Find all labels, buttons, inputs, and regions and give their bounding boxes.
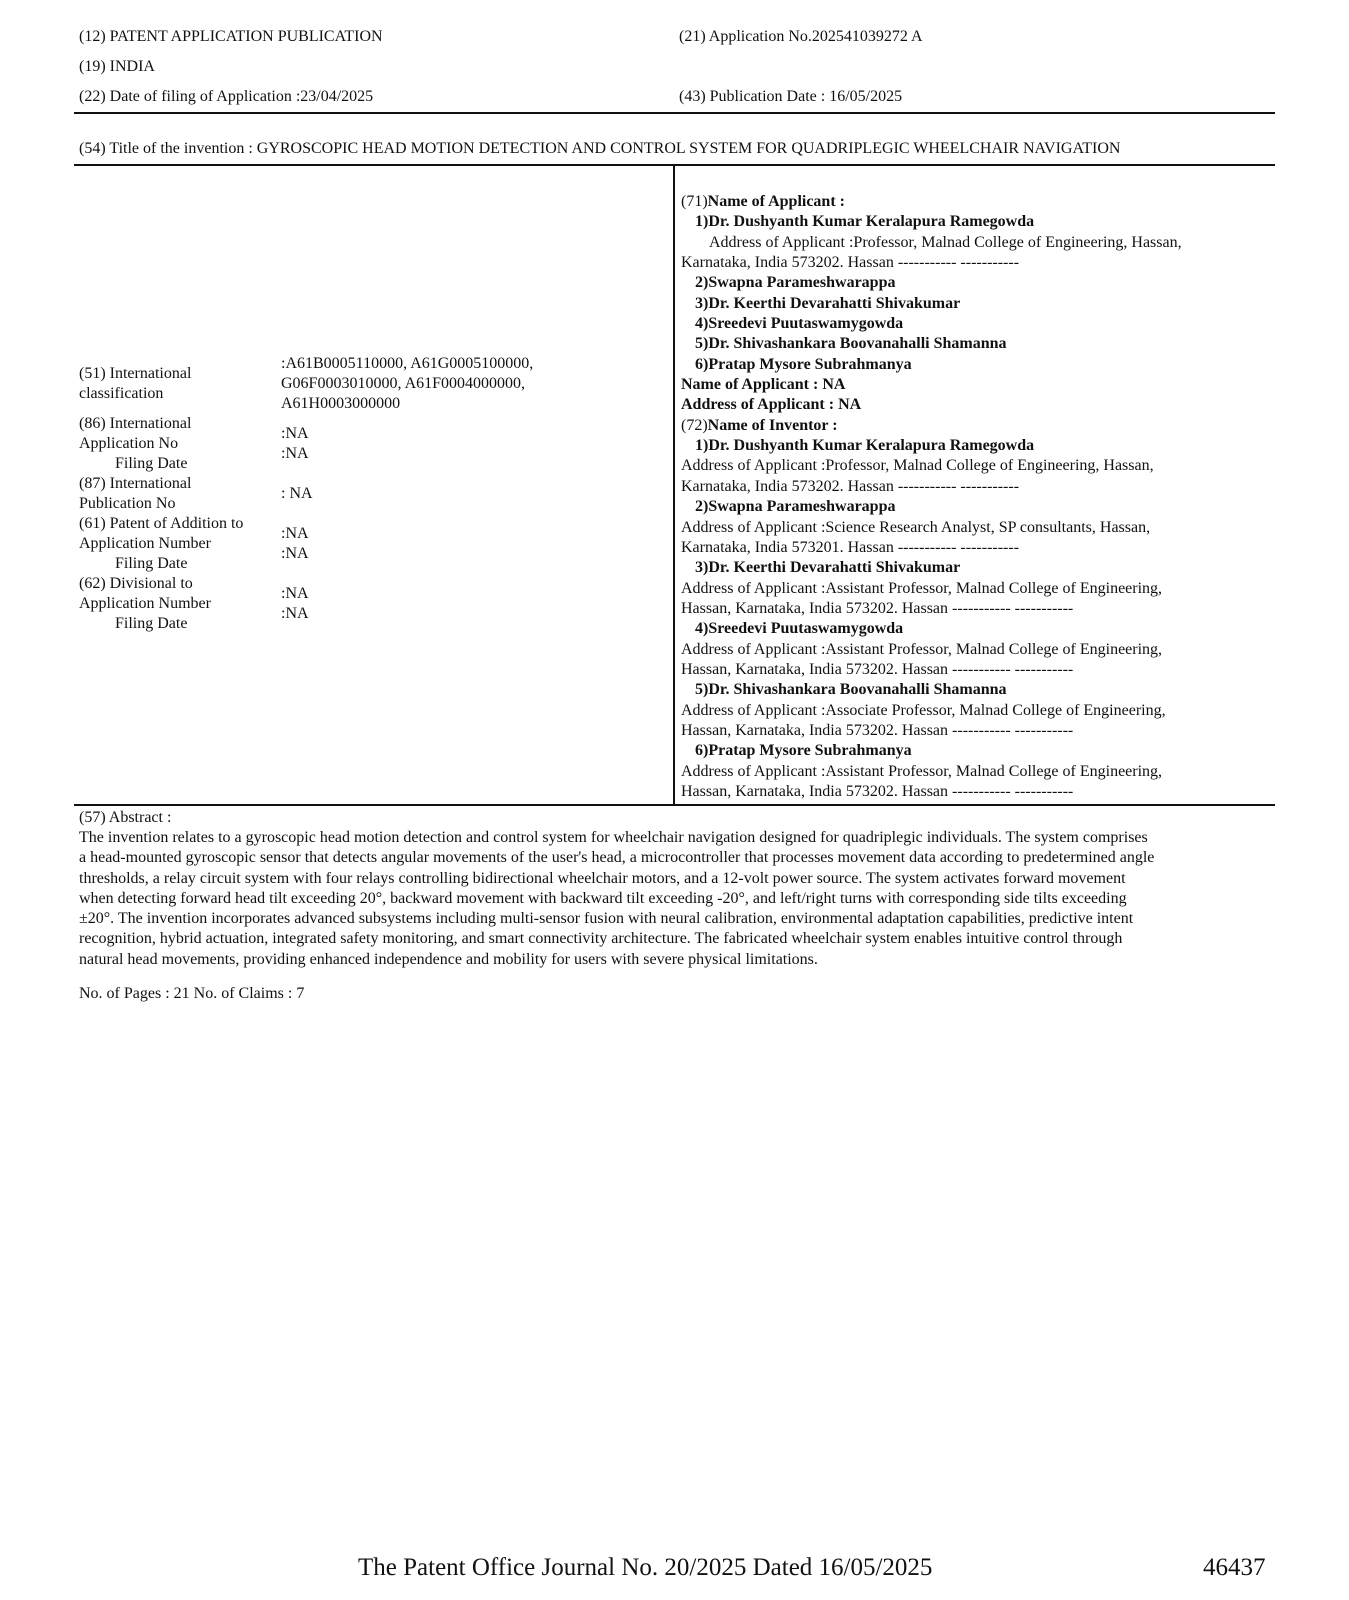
divider-top: [74, 112, 1275, 114]
invention-title: (54) Title of the invention : GYROSCOPIC HEAD MOTION DETECTION AND CONTROL SYSTEM FOR QUADRIPLEGIC WHEELCHAIR NAVIGATION: [79, 140, 1121, 157]
party-name-line: [681, 212, 1241, 232]
field-62-label: Filing Date: [115, 615, 188, 632]
party-name: 5)Dr. Shivashankara Boovanahalli Shamanna: [695, 335, 1007, 353]
field-86-label: Filing Date: [115, 455, 188, 472]
field-51-value: A61H0003000000: [281, 395, 401, 412]
address-text: Address of Applicant :Professor, Malnad College of Engineering, Hassan,: [681, 457, 1154, 475]
field-86-value: :NA: [281, 445, 309, 462]
field-61-value: :NA: [281, 525, 309, 542]
party-name-line: [681, 273, 1241, 293]
address-line: [681, 599, 1241, 619]
address-line: [681, 762, 1241, 782]
abstract-line: thresholds, a relay circuit system with four relays controlling bidirectional wheelchair motors, and a 12-volt power source. The system activates forward movement: [79, 869, 1126, 887]
party-name: 2)Swapna Parameshwarappa: [695, 498, 896, 516]
party-name-line: [681, 741, 1241, 761]
field-87-label: Publication No: [79, 495, 176, 512]
abstract-line: The invention relates to a gyroscopic head motion detection and control system for wheelchair navigation designed for quadriplegic individuals. The system comprises: [79, 829, 1148, 846]
field-86-label: Application No: [79, 435, 179, 452]
field-87-label: (87) International: [79, 475, 192, 492]
address-line: [681, 456, 1241, 476]
party-name: 1)Dr. Dushyanth Kumar Keralapura Ramegowda: [695, 213, 1035, 231]
address-line: [681, 640, 1241, 660]
field-62-value: :NA: [281, 585, 309, 602]
address-line: [681, 233, 1241, 253]
address-text: Address of Applicant :Assistant Professor, Malnad College of Engineering,: [681, 762, 1163, 780]
party-name: 4)Sreedevi Puutaswamygowda: [695, 620, 904, 638]
address-line: [681, 701, 1241, 721]
field-51-label: (51) International: [79, 365, 192, 382]
party-name-line: [681, 416, 1241, 436]
field-61-label: Filing Date: [115, 555, 188, 572]
party-name-line: [681, 680, 1241, 700]
party-name-line: [681, 558, 1241, 578]
country: (19) INDIA: [79, 58, 155, 75]
abstract-line: when detecting forward head tilt exceeding 20°, backward movement with backward tilt exceeding -20°, and left/right turns with corresponding side tilts exceeding: [79, 889, 1127, 907]
section-number: (71): [681, 193, 708, 210]
column-divider: [673, 165, 675, 804]
party-name-line: [681, 395, 1241, 415]
abstract-line: natural head movements, providing enhanced independence and mobility for users with severe physical limitations.: [79, 950, 818, 968]
party-name: 3)Dr. Keerthi Devarahatti Shivakumar: [695, 294, 961, 312]
abstract-line: recognition, hybrid actuation, integrated safety monitoring, and smart connectivity architecture. The fabricated wheelchair system enables intuitive control through: [79, 930, 1123, 948]
application-number: (21) Application No.202541039272 A: [679, 28, 923, 45]
field-86-value: :NA: [281, 425, 309, 442]
field-86-label: (86) International: [79, 415, 192, 432]
address-line: [681, 538, 1241, 558]
divider-abstract: [74, 804, 1275, 806]
field-62-label: (62) Divisional to: [79, 575, 193, 592]
party-name: Name of Applicant :: [707, 193, 845, 210]
field-51-value: G06F0003010000, A61F0004000000,: [281, 375, 526, 392]
section-number: (72): [681, 416, 708, 434]
party-name-line: [681, 436, 1241, 456]
party-name: 5)Dr. Shivashankara Boovanahalli Shamanna: [695, 681, 1007, 699]
party-name-line: [681, 314, 1241, 334]
address-line: [681, 477, 1241, 497]
address-text: Address of Applicant :Professor, Malnad College of Engineering, Hassan,: [709, 233, 1182, 251]
address-line: [681, 721, 1241, 741]
field-62-value: :NA: [281, 605, 309, 622]
party-name: 3)Dr. Keerthi Devarahatti Shivakumar: [695, 559, 961, 577]
field-61-label: Application Number: [79, 535, 211, 552]
party-name-line: [681, 192, 1241, 212]
party-name: 1)Dr. Dushyanth Kumar Keralapura Ramegowda: [695, 437, 1035, 455]
party-name: Name of Inventor :: [707, 416, 838, 434]
address-line: [681, 782, 1241, 802]
address-text: Karnataka, India 573202. Hassan ----------- -----------: [681, 254, 1020, 272]
field-62-label: Application Number: [79, 595, 211, 612]
address-text: Hassan, Karnataka, India 573202. Hassan ----------- -----------: [681, 599, 1074, 617]
party-name-line: [681, 375, 1241, 395]
field-61-value: :NA: [281, 545, 309, 562]
field-87-value: : NA: [281, 485, 313, 502]
party-name: Name of Applicant : NA: [681, 376, 846, 394]
abstract-body: [79, 828, 1269, 970]
party-name: 6)Pratap Mysore Subrahmanya: [695, 742, 912, 760]
address-text: Karnataka, India 573201. Hassan ----------- -----------: [681, 538, 1020, 556]
address-text: Karnataka, India 573202. Hassan ----------- -----------: [681, 477, 1020, 495]
party-name-line: [681, 355, 1241, 375]
address-text: Address of Applicant :Associate Professor, Malnad College of Engineering,: [681, 701, 1166, 719]
address-text: Address of Applicant :Science Research Analyst, SP consultants, Hassan,: [681, 518, 1151, 536]
field-51-value: :A61B0005110000, A61G0005100000,: [281, 355, 534, 372]
field-51-label: classification: [79, 385, 164, 402]
address-text: Hassan, Karnataka, India 573202. Hassan ----------- -----------: [681, 782, 1074, 800]
field-61-label: (61) Patent of Addition to: [79, 515, 244, 532]
party-name: 6)Pratap Mysore Subrahmanya: [695, 355, 912, 373]
party-name-line: [681, 294, 1241, 314]
address-line: [681, 660, 1241, 680]
party-name-line: [681, 497, 1241, 517]
filing-date: (22) Date of filing of Application :23/04/2025: [79, 88, 374, 105]
publication-type: (12) PATENT APPLICATION PUBLICATION: [79, 28, 383, 45]
address-text: Hassan, Karnataka, India 573202. Hassan ----------- -----------: [681, 660, 1074, 678]
address-line: [681, 518, 1241, 538]
party-name: Address of Applicant : NA: [681, 396, 862, 414]
address-text: Address of Applicant :Assistant Professor, Malnad College of Engineering,: [681, 640, 1163, 658]
applicant-inventor-column: [681, 192, 1241, 802]
party-name-line: [681, 619, 1241, 639]
address-line: [681, 579, 1241, 599]
abstract-line: ±20°. The invention incorporates advanced subsystems including multi-sensor fusion with neural calibration, environmental adaptation capabilities, predictive intent: [79, 910, 1134, 928]
address-line: [681, 253, 1241, 273]
publication-date: (43) Publication Date : 16/05/2025: [679, 88, 903, 105]
abstract-line: a head-mounted gyroscopic sensor that detects angular movements of the user's head, a microcontroller that processes movement data according to predetermined angle: [79, 849, 1155, 867]
journal-footer: The Patent Office Journal No. 20/2025 Dated 16/05/2025: [358, 1554, 933, 1581]
page-number: 46437: [1203, 1554, 1266, 1581]
abstract-heading: (57) Abstract :: [79, 809, 172, 826]
address-text: Address of Applicant :Assistant Professor, Malnad College of Engineering,: [681, 579, 1163, 597]
party-name: 4)Sreedevi Puutaswamygowda: [695, 315, 904, 333]
address-text: Hassan, Karnataka, India 573202. Hassan ----------- -----------: [681, 721, 1074, 739]
pages-claims: No. of Pages : 21 No. of Claims : 7: [79, 985, 305, 1002]
party-name-line: [681, 334, 1241, 354]
party-name: 2)Swapna Parameshwarappa: [695, 274, 896, 292]
